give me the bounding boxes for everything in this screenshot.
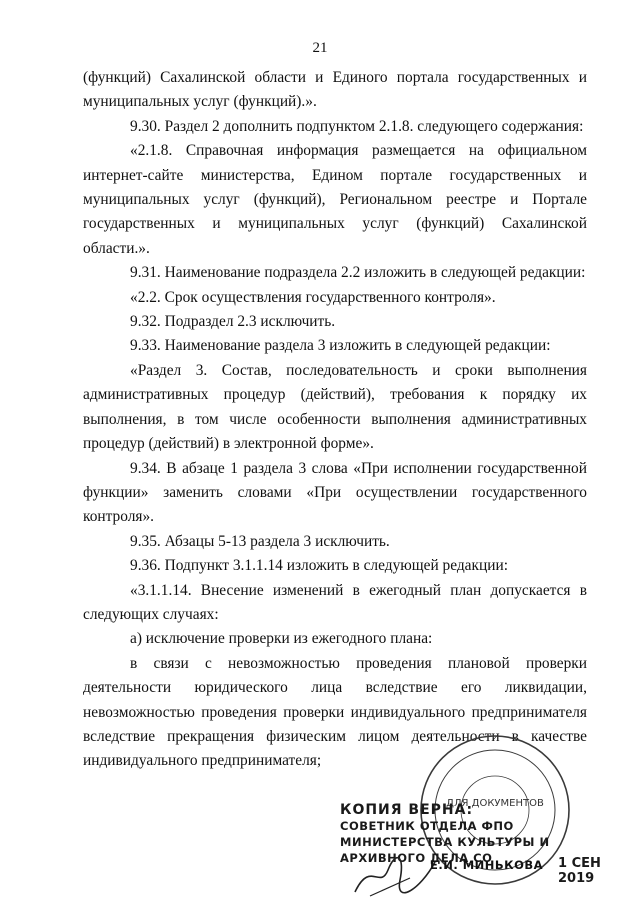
signature-icon: [350, 850, 440, 900]
paragraph: «3.1.1.14. Внесение изменений в ежегодный план допускается в следующих случаях:: [83, 581, 587, 623]
paragraph: 9.31. Наименование подраздела 2.2 изложить в следующей редакции:: [130, 264, 586, 282]
paragraph: в связи с невозможностью проведения плановой проверки деятельности юридического лица вследствие его ликвидации, невозможностью проведения проверки индивидуального предпринимателя вследствие прекращения физическим лицом деятельности в качестве индивидуального предпринимателя;: [83, 654, 587, 770]
certifier-name: Е.И. МИНЬКОВА: [430, 858, 544, 872]
paragraph: 9.34. В абзаце 1 раздела 3 слова «При исполнении государственной функции» заменить словами «При осуществлении государственного контроля».: [83, 459, 587, 526]
paragraph: 9.35. Абзацы 5-13 раздела 3 исключить.: [130, 532, 390, 550]
date-stamp: 1 СЕН 2019: [558, 856, 601, 886]
paragraph: «2.1.8. Справочная информация размещается на официальном интернет-сайте министерства, Едином портале государственных и муниципальных услуг (функций), Региональном реестре и Портале государственных и муниципальных услуг (функций) Сахалинской области.».: [83, 142, 587, 257]
paragraph: «2.2. Срок осуществления государственного контроля».: [130, 288, 496, 306]
copy-true-label: КОПИЯ ВЕРНА:: [340, 802, 474, 818]
page-number: 21: [312, 40, 328, 56]
paragraph: а) исключение проверки из ежегодного плана:: [130, 630, 433, 648]
certification-stamp-area: [270, 730, 640, 905]
seal-text-top: ДЛЯ ДОКУМЕНТОВ: [446, 798, 544, 809]
paragraph: 9.33. Наименование раздела 3 изложить в следующей редакции:: [130, 337, 551, 355]
certifier-position: СОВЕТНИК ОТДЕЛА ФПО: [340, 819, 514, 833]
document-body: [83, 66, 587, 774]
paragraph: 9.30. Раздел 2 дополнить подпунктом 2.1.8. следующего содержания:: [130, 117, 584, 135]
paragraph: «Раздел 3. Состав, последовательность и сроки выполнения административных процедур (действий), требования к порядку их выполнения, в том числе особенности выполнения административных процедур (действий) в электронной форме».: [83, 361, 587, 453]
certifier-ministry: МИНИСТЕРСТВА КУЛЬТУРЫ И: [340, 835, 550, 849]
paragraph: (функций) Сахалинской области и Единого портала государственных и муниципальных услуг (функций).».: [83, 69, 587, 111]
paragraph: 9.36. Подпункт 3.1.1.14 изложить в следующей редакции:: [130, 557, 508, 575]
paragraph: 9.32. Подраздел 2.3 исключить.: [130, 313, 336, 331]
certifier-department: АРХИВНОГО ДЕЛА СО: [340, 851, 493, 865]
